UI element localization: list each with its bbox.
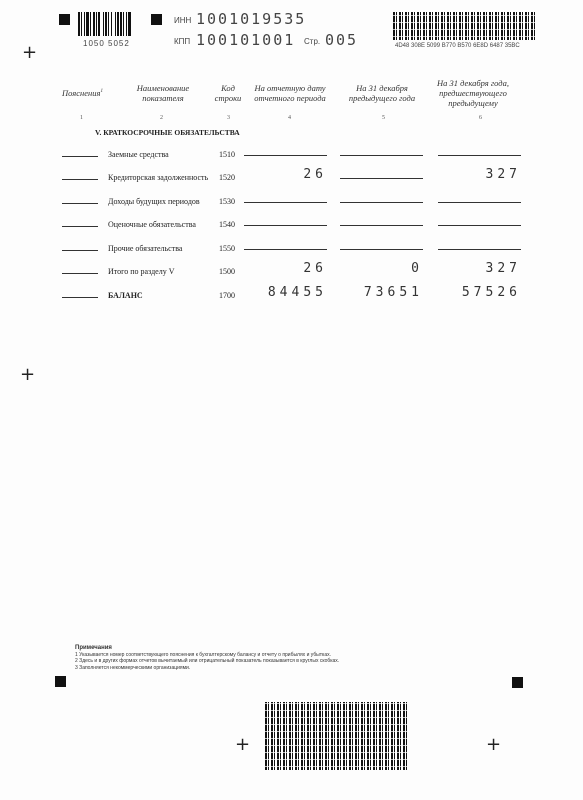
value-line <box>438 155 521 156</box>
registration-mark-bottom-right <box>512 677 523 688</box>
row-name: Итого по разделу V <box>108 267 175 276</box>
explanation-line <box>62 297 98 298</box>
footnote-line: 3 Заполняется некоммерческими организациями. <box>75 664 191 671</box>
footnotes-title: Примечания <box>75 645 112 651</box>
row-value: 73651 <box>363 285 423 300</box>
col-number: 1 <box>80 115 83 121</box>
kpp-label: КПП <box>174 37 191 46</box>
col-number: 2 <box>160 115 163 121</box>
row-code: 1530 <box>219 197 235 206</box>
row-code: 1500 <box>219 267 235 276</box>
col-header-name: Наименование показателя <box>136 83 190 103</box>
row-name: Заемные средства <box>108 150 169 159</box>
explanation-line <box>62 179 98 180</box>
crosshair-mark: + <box>486 734 502 755</box>
value-line <box>244 202 327 203</box>
footnote-line: 1 Указывается номер соответствующего пояснения к бухгалтерскому балансу и отчету о прибылях и убытках. <box>75 651 332 658</box>
explanation-line <box>62 226 98 227</box>
value-line <box>244 249 327 250</box>
value-line <box>340 249 423 250</box>
row-code: 1520 <box>219 173 235 182</box>
value-line <box>340 225 423 226</box>
col-header-prev-year: На 31 декабря предыдущего года <box>348 83 416 103</box>
value-line <box>340 155 423 156</box>
section-title: V. КРАТКОСРОЧНЫЕ ОБЯЗАТЕЛЬСТВА <box>95 128 240 137</box>
footnote-marker: 1 <box>100 89 103 94</box>
row-value: 327 <box>485 167 521 182</box>
registration-mark-top-mid <box>151 14 162 25</box>
barcode-bar <box>131 12 132 36</box>
row-value: 84455 <box>267 285 327 300</box>
form-barcode <box>78 12 142 36</box>
row-value: 327 <box>485 261 521 276</box>
row-name: Доходы будущих периодов <box>108 197 200 206</box>
row-code: 1540 <box>219 220 235 229</box>
document-hash: 4D48 308E 5099 B770 B570 6E8D 6487 35BC <box>395 43 520 49</box>
explanation-line <box>62 250 98 251</box>
registration-mark-bottom-left <box>55 676 66 687</box>
inn-value: 1001019535 <box>196 10 307 28</box>
col-header-code: Код строки <box>214 83 242 103</box>
value-line <box>438 249 521 250</box>
explanation-line <box>62 203 98 204</box>
col-header-explanation-text: Пояснения <box>62 87 101 98</box>
kpp-value: 100101001 <box>196 31 296 49</box>
value-line <box>340 202 423 203</box>
row-name: БАЛАНС <box>108 291 143 300</box>
document-2d-barcode <box>393 12 536 40</box>
value-line <box>244 155 327 156</box>
page-label: Стр. <box>304 37 321 46</box>
footnote-line: 2 Здесь и в других формах отчетов вычитаемый или отрицательный показатель показывается в круглых скобках. <box>75 658 340 664</box>
footnotes <box>75 645 375 671</box>
col-number: 5 <box>382 115 385 121</box>
row-code: 1700 <box>219 291 235 300</box>
col-header-explanation <box>60 87 105 98</box>
barcode-number: 1050 5052 <box>83 39 130 48</box>
col-number: 3 <box>227 115 230 121</box>
col-header-prev-prev-year: На 31 декабря года, предшествующего предыдущему <box>437 78 509 108</box>
registration-mark-top-left <box>59 14 70 25</box>
row-name: Оценочные обязательства <box>108 220 196 229</box>
row-code: 1510 <box>219 150 235 159</box>
crosshair-mark: + <box>22 42 38 63</box>
row-name: Прочие обязательства <box>108 244 183 253</box>
inn-label: ИНН <box>174 16 192 25</box>
col-number: 6 <box>479 115 482 121</box>
row-value: 26 <box>303 261 327 276</box>
page-2d-barcode <box>265 702 407 770</box>
row-value: 57526 <box>461 285 521 300</box>
col-number: 4 <box>288 115 291 121</box>
value-line <box>244 225 327 226</box>
explanation-line <box>62 156 98 157</box>
row-value: 0 <box>411 261 423 276</box>
col-header-reporting: На отчетную дату отчетного периода <box>254 83 326 103</box>
value-line <box>340 178 423 179</box>
value-line <box>438 225 521 226</box>
row-value: 26 <box>303 167 327 182</box>
row-name: Кредиторская задолженность <box>108 173 209 182</box>
crosshair-mark: + <box>20 364 36 385</box>
value-line <box>438 202 521 203</box>
explanation-line <box>62 273 98 274</box>
row-code: 1550 <box>219 244 235 253</box>
crosshair-mark: + <box>235 734 251 755</box>
page-value: 005 <box>325 31 359 49</box>
